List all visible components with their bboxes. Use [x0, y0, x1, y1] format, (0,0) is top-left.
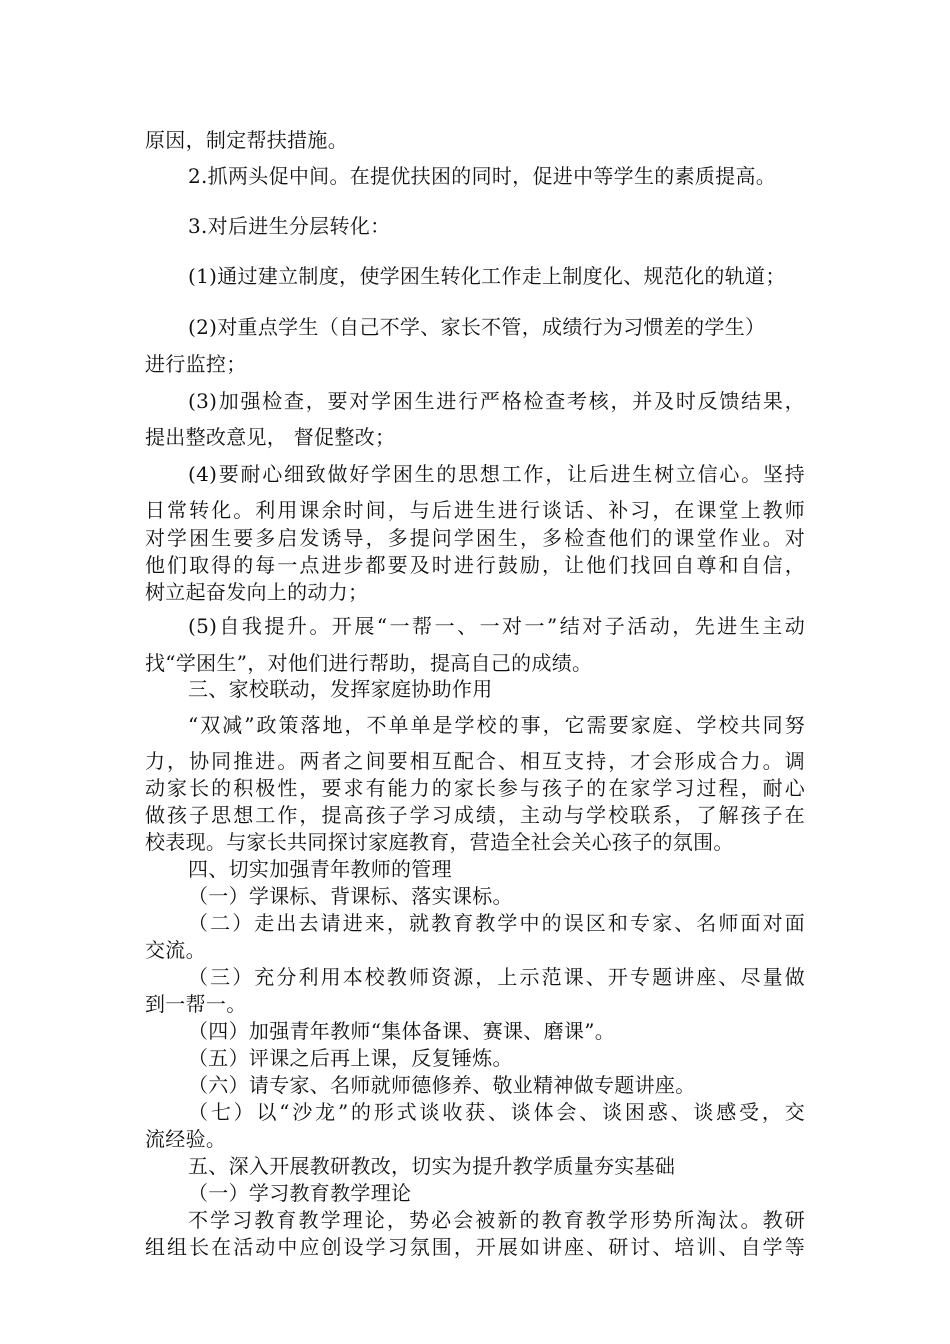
text-line: 找“学困生”，对他们进行帮助，提高自己的成绩。 — [145, 651, 593, 675]
text-line: 他们取得的每一点进步都要及时进行鼓励，让他们找回自尊和自信， — [145, 553, 805, 577]
text-line: 进行监控； — [145, 352, 247, 376]
text-line: (4)要耐心细致做好学困生的思想工作，让后进生树立信心。坚持 — [188, 462, 805, 486]
text-line: 流经验。 — [145, 1127, 227, 1151]
text-line: （三）充分利用本校教师资源，上示范课、开专题讲座、尽量做 — [188, 965, 805, 989]
text-line: 组组长在活动中应创设学习氛围，开展如讲座、研讨、培训、自学等 — [145, 1235, 805, 1259]
text-line: 力，协同推进。两者之间要相互配合、相互支持，才会形成合力。调 — [145, 749, 805, 773]
section-heading: 四、切实加强青年教师的管理 — [188, 857, 452, 881]
text-line: （一）学习教育教学理论 — [188, 1181, 412, 1205]
text-line: （六）请专家、名师就师德修养、敬业精神做专题讲座。 — [188, 1073, 696, 1097]
text-line: （七）以“沙龙”的形式谈收获、谈体会、谈困惑、谈感受，交 — [188, 1100, 805, 1124]
section-heading: 五、深入开展教研教改，切实为提升教学质量夯实基础 — [188, 1154, 676, 1178]
text-line: 到一帮一。 — [145, 992, 247, 1016]
text-line: 提出整改意见， 督促整改； — [145, 425, 396, 449]
text-line: 校表现。与家长共同探讨家庭教育，营造全社会关心孩子的氛围。 — [145, 830, 734, 854]
text-line: 做孩子思想工作，提高孩子学习成绩，主动与学校联系，了解孩子在 — [145, 803, 805, 827]
section-heading: 三、家校联动，发挥家庭协助作用 — [188, 677, 493, 701]
text-line: （二）走出去请进来，就教育教学中的误区和专家、名师面对面 — [188, 911, 805, 935]
text-line: （四）加强青年教师“集体备课、赛课、磨课”。 — [188, 1019, 616, 1043]
text-line: (3)加强检查，要对学困生进行严格检查考核，并及时反馈结果， — [188, 389, 805, 413]
text-line: (1)通过建立制度，使学困生转化工作走上制度化、规范化的轨道； — [188, 264, 786, 288]
text-line: 交流。 — [145, 938, 206, 962]
text-line: (5)自我提升。开展“一帮一、一对一”结对子活动，先进生主动 — [188, 614, 805, 638]
text-line: (2)对重点学生（自己不学、家长不管，成绩行为习惯差的学生） — [188, 315, 766, 339]
text-line: （一）学课标、背课标、落实课标。 — [188, 884, 513, 908]
text-line: 动家长的积极性，要求有能力的家长参与孩子的在家学习过程，耐心 — [145, 776, 805, 800]
text-line: （五）评课之后再上课，反复锤炼。 — [188, 1046, 513, 1070]
text-line: 原因，制定帮扶措施。 — [145, 128, 348, 152]
text-line: 日常转化。利用课余时间，与后进生进行谈话、补习，在课堂上教师 — [145, 498, 805, 522]
text-line: 对学困生要多启发诱导，多提问学困生，多检查他们的课堂作业。对 — [145, 526, 805, 550]
text-line: “双减”政策落地，不单单是学校的事，它需要家庭、学校共同努 — [188, 713, 805, 737]
text-line: 不学习教育教学理论，势必会被新的教育教学形势所淘汰。教研 — [188, 1208, 805, 1232]
text-line: 2.抓两头促中间。在提优扶困的同时，促进中等学生的素质提高。 — [188, 164, 777, 188]
text-line: 3.对后进生分层转化： — [188, 214, 391, 238]
text-line: 树立起奋发向上的动力； — [145, 580, 369, 604]
